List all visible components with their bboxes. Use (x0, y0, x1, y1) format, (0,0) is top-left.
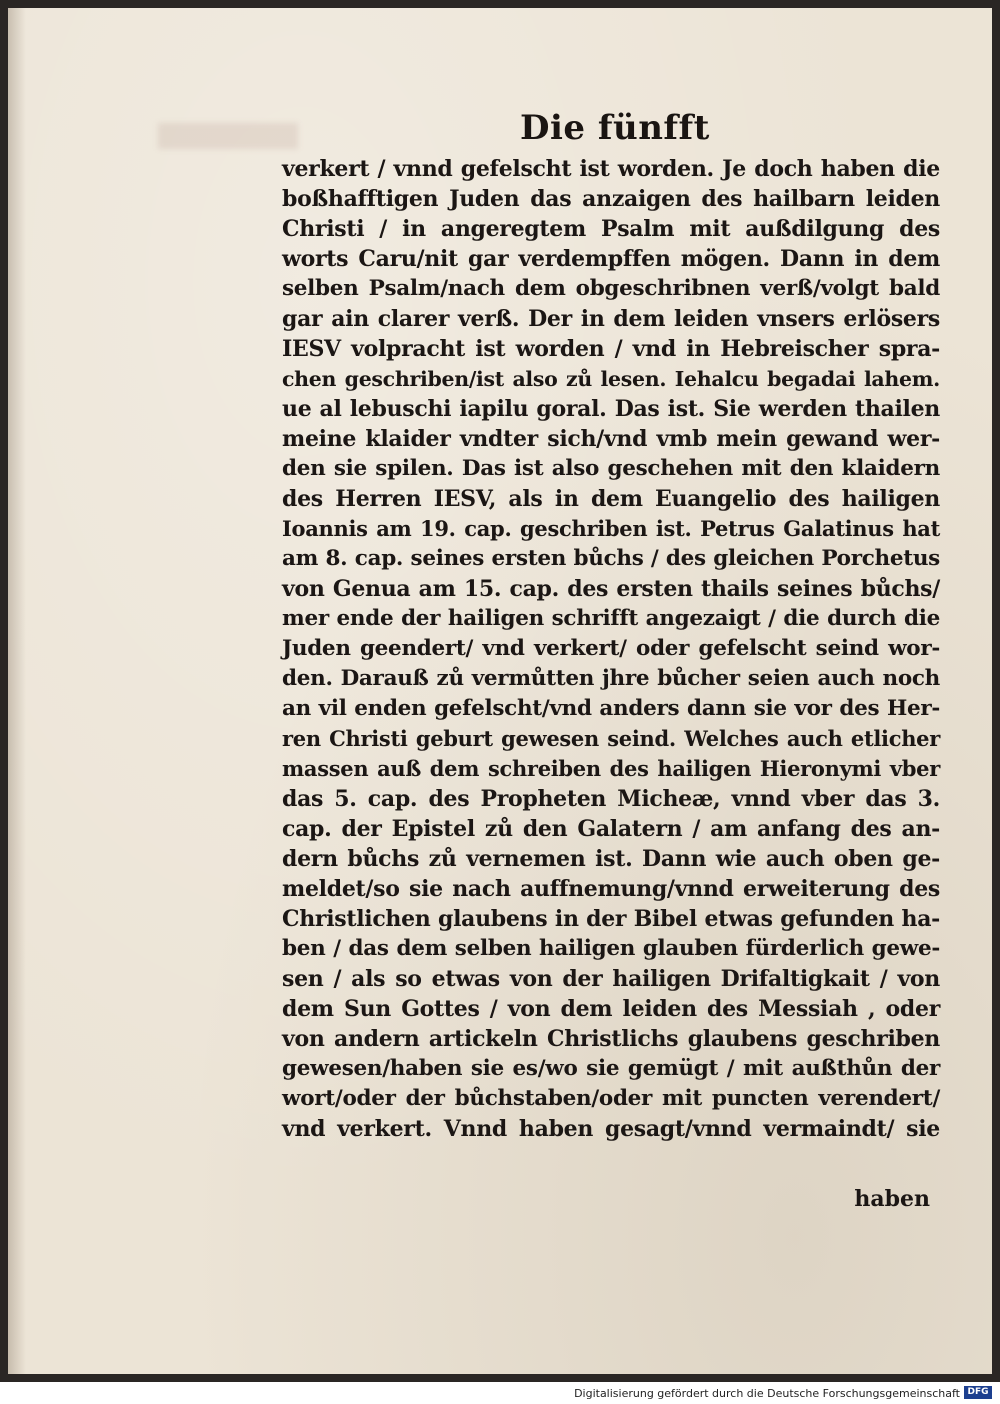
text-line: gar ain clarer verß. Der in dem leiden vnsers erlösers (282, 306, 940, 332)
text-line: vnd verkert. Vnnd haben gesagt/vnnd vermaindt/ sie (282, 1116, 940, 1142)
ink-bleed-mark (158, 123, 298, 149)
text-line: boßhafftigen Juden das anzaigen des hailbarn leiden (282, 186, 940, 212)
text-line: Juden geendert/ vnd verkert/ oder gefelscht seind wor- (282, 636, 940, 661)
text-line: meine klaider vndter sich/vnd vmb mein gewand wer- (282, 426, 940, 452)
text-line: chen geschriben/ist also zů lesen. Iehalcu begadai lahem. (282, 367, 940, 391)
dfg-logo: DFG (964, 1386, 992, 1399)
text-line: cap. der Epistel zů den Galatern / am anfang des an- (282, 816, 940, 842)
text-block (282, 154, 940, 1144)
page-edge-shadow (8, 8, 26, 1374)
text-line: selben Psalm/nach dem obgeschribnen verß/volgt bald (282, 276, 940, 301)
text-line: meldet/so sie nach auffnemung/vnnd erweiterung des (282, 876, 940, 902)
text-line: ue al lebuschi iapilu goral. Das ist. Sie werden thailen (282, 396, 940, 422)
text-line: ben / das dem selben hailigen glauben fürderlich gewe- (282, 936, 940, 961)
text-line: am 8. cap. seines ersten bůchs / des gleichen Porchetus (282, 546, 940, 571)
text-line: IESV volpracht ist worden / vnd in Hebreischer spra- (282, 336, 940, 362)
text-line: mer ende der hailigen schrifft angezaigt / die durch die (282, 606, 940, 631)
text-line: sen / als so etwas von der hailigen Drifaltigkait / von (282, 966, 940, 992)
text-line: des Herren IESV, als in dem Euangelio des hailigen (282, 486, 940, 512)
text-line: dem Sun Gottes / von dem leiden des Messiah , oder (282, 996, 940, 1022)
text-line: dern bůchs zů vernemen ist. Dann wie auch oben ge- (282, 846, 940, 872)
text-line: massen auß dem schreiben des hailigen Hieronymi vber (282, 756, 940, 781)
text-line: ren Christi geburt gewesen seind. Welches auch etlicher (282, 726, 940, 751)
text-line: den sie spilen. Das ist also geschehen mit den klaidern (282, 456, 940, 481)
text-line: den. Darauß zů vermůtten jhre bůcher seien auch noch (282, 666, 940, 691)
text-line: Christi / in angeregtem Psalm mit außdilgung des (282, 216, 940, 242)
text-line: wort/oder der bůchstaben/oder mit puncten verendert/ (282, 1086, 940, 1111)
text-line: Ioannis am 19. cap. geschriben ist. Petrus Galatinus hat (282, 516, 940, 541)
text-line: verkert / vnnd gefelscht ist worden. Je doch haben die (282, 156, 940, 182)
text-line: von Genua am 15. cap. des ersten thails seines bůchs/ (282, 576, 940, 602)
text-line: worts Caru/nit gar verdempffen mögen. Dann in dem (282, 246, 940, 272)
text-line: gewesen/haben sie es/wo sie gemügt / mit außthůn der (282, 1056, 940, 1081)
text-line: an vil enden gefelscht/vnd anders dann sie vor des Her- (282, 696, 940, 721)
funding-credit: Digitalisierung gefördert durch die Deutsche Forschungsgemeinschaft (574, 1387, 960, 1400)
running-header: Die fünfft (520, 108, 710, 148)
text-line: das 5. cap. des Propheten Micheæ, vnnd vber das 3. (282, 786, 940, 812)
text-line: Christlichen glaubens in der Bibel etwas gefunden ha- (282, 906, 940, 932)
catchword: haben (854, 1186, 930, 1212)
text-line: von andern artickeln Christlichs glaubens geschriben (282, 1026, 940, 1052)
